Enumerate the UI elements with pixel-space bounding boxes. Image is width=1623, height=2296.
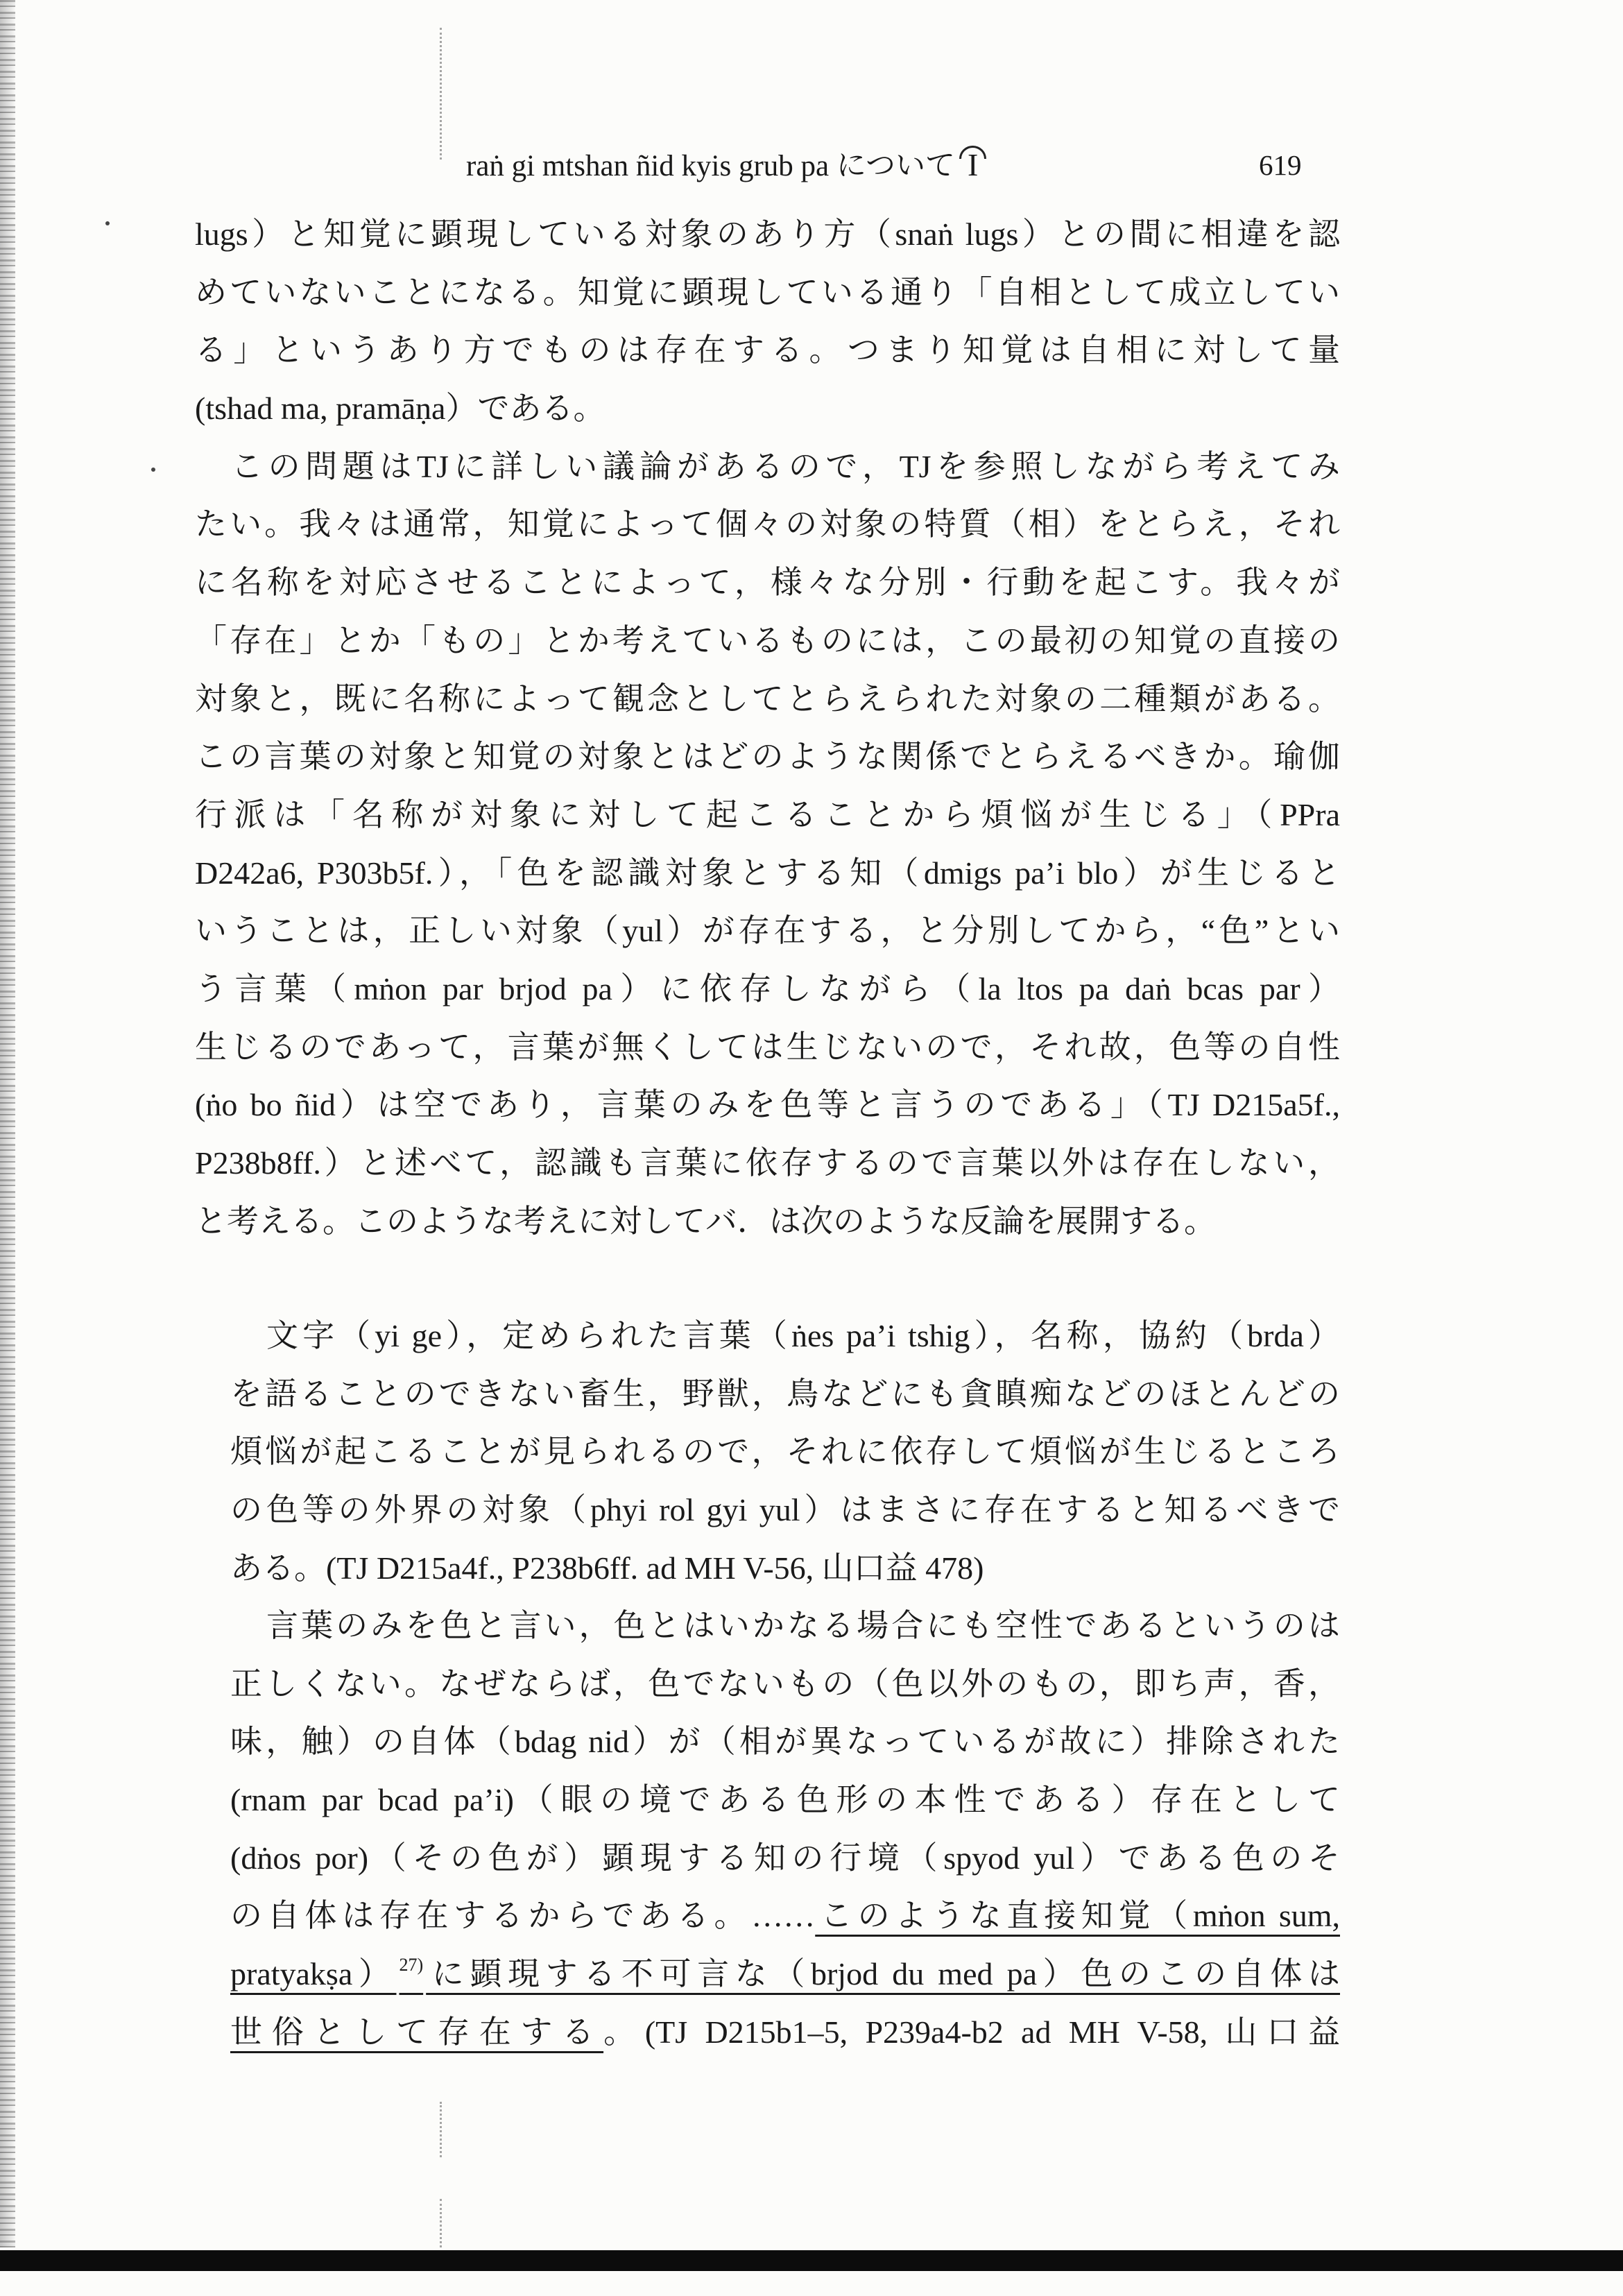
quote-line: 文字（yi ge），定められた言葉（ṅes pa’i tshig），名称，協約（brda） [266, 1318, 1340, 1353]
text-line: めていないことになる。知覚に顕現している通り「自相として成立してい [195, 274, 1340, 310]
footnote-reference: 27) [399, 1955, 424, 1976]
text-line: に名称を対応させることによって，様々な分別・行動を起こす。我々が [195, 565, 1340, 601]
scan-gutter-mark [440, 28, 442, 160]
quote-line: 煩悩が起こることが見られるので，それに依存して煩悩が生じるところ [230, 1434, 1340, 1470]
quote-line: を語ることのできない畜生，野獣，鳥などにも貪瞋痴などのほとんどの [230, 1376, 1340, 1412]
quote-line: ある。(TJ D215a4f., P238b6ff. ad MH V-56, 山口益 478) [230, 1550, 984, 1586]
scan-gutter-mark [440, 2102, 442, 2157]
scan-left-edge [0, 0, 15, 2247]
text-line: る」というあり方でものは存在する。つまり知覚は自相に対して量 [195, 332, 1340, 368]
text-line: たい。我々は通常，知覚によって個々の対象の特質（相）をとらえ，それ [195, 506, 1340, 542]
text-line: 行派は「名称が対象に対して起こることから煩悩が生じる」（PPra [195, 796, 1340, 832]
scan-speck [105, 221, 110, 225]
text-line: (tshad ma, pramāṇa）である。 [195, 391, 606, 427]
block-quote [230, 1597, 1340, 2062]
running-head [466, 143, 978, 187]
body-text [195, 205, 1340, 1250]
text-line: lugs）と知覚に顕現している対象のあり方（snaṅ lugs）との間に相違を認 [195, 216, 1340, 252]
quote-line: (dṅos por)（その色が）顕現する知の行境（spyod yul）である色のそ [230, 1840, 1340, 1876]
quote-line: (rnam par bcad pa’i)（眼の境である色形の本性である）存在として [230, 1782, 1340, 1818]
page-number: 619 [1259, 149, 1302, 181]
quote-line [230, 1945, 1340, 2003]
scan-bottom-border [0, 2250, 1623, 2271]
running-head-part: I [968, 143, 978, 187]
text-line: 対象と，既に名称によって観念としてとらえられた対象の二種類がある。 [195, 680, 1340, 717]
running-head-title: raṅ gi mtshan ñid kyis grub pa について [466, 150, 955, 182]
text-line: この問題はTJに詳しい議論があるので，TJを参照しながら考えてみ [231, 448, 1340, 484]
text-line: う言葉（mṅon par brjod pa）に依存しながら（la ltos pa daṅ bcas par） [195, 970, 1340, 1006]
text-line: P238b8ff.）と述べて，認識も言葉に依存するので言葉以外は存在しない， [195, 1145, 1340, 1181]
block-quote [230, 1307, 1340, 1597]
quote-line: 言葉のみを色と言い，色とはいかなる場合にも空性であるというのは [266, 1608, 1340, 1643]
quote-line: 正しくない。なぜならば，色でないもの（色以外のもの，即ち声，香， [230, 1665, 1340, 1702]
quote-line [230, 1887, 1340, 1945]
underlined-text: 世俗として存在する [230, 2014, 604, 2050]
text-line: この言葉の対象と知覚の対象とはどのような関係でとらえるべきか。瑜伽 [195, 739, 1340, 775]
text-line: いうことは，正しい対象（yul）が存在する，と分別してから，“色”とい [195, 913, 1340, 949]
quote-text: 。(TJ D215b1–5, P239a4-b2 ad MH V-58, 山口益 [603, 2014, 1340, 2050]
quote-text: の自体は存在するからである。…… [230, 1898, 816, 1934]
quote-line: 味，触）の自体（bdag nid）が（相が異なっているが故に）排除された [230, 1724, 1340, 1760]
text-line: と考える。このような考えに対してバ．は次のような反論を展開する。 [195, 1203, 1216, 1239]
text-line: (ṅo bo ñid）は空であり，言葉のみを色等と言うのである」（TJ D215a5f., [195, 1087, 1340, 1123]
quote-line [230, 2003, 1340, 2062]
text-line: D242a6, P303b5f.），「色を認識対象とする知（dmigs pa’i blo）が生じると [195, 855, 1340, 891]
scan-speck [151, 468, 155, 472]
underlined-text: pratyakṣa） [230, 1956, 397, 1992]
underlined-text: このような直接知覚（mṅon sum, [815, 1898, 1340, 1934]
underlined-text: に顕現する不可言な（brjod du med pa）色のこの自体は [426, 1956, 1340, 1992]
quote-line: の色等の外界の対象（phyi rol gyi yul）はまさに存在すると知るべきで [230, 1492, 1340, 1528]
text-line: 「存在」とか「もの」とか考えているものには，この最初の知覚の直接の [195, 622, 1340, 658]
text-line: 生じるのであって，言葉が無くしては生じないので，それ故，色等の自性 [195, 1029, 1340, 1065]
scan-gutter-mark [440, 2199, 442, 2247]
